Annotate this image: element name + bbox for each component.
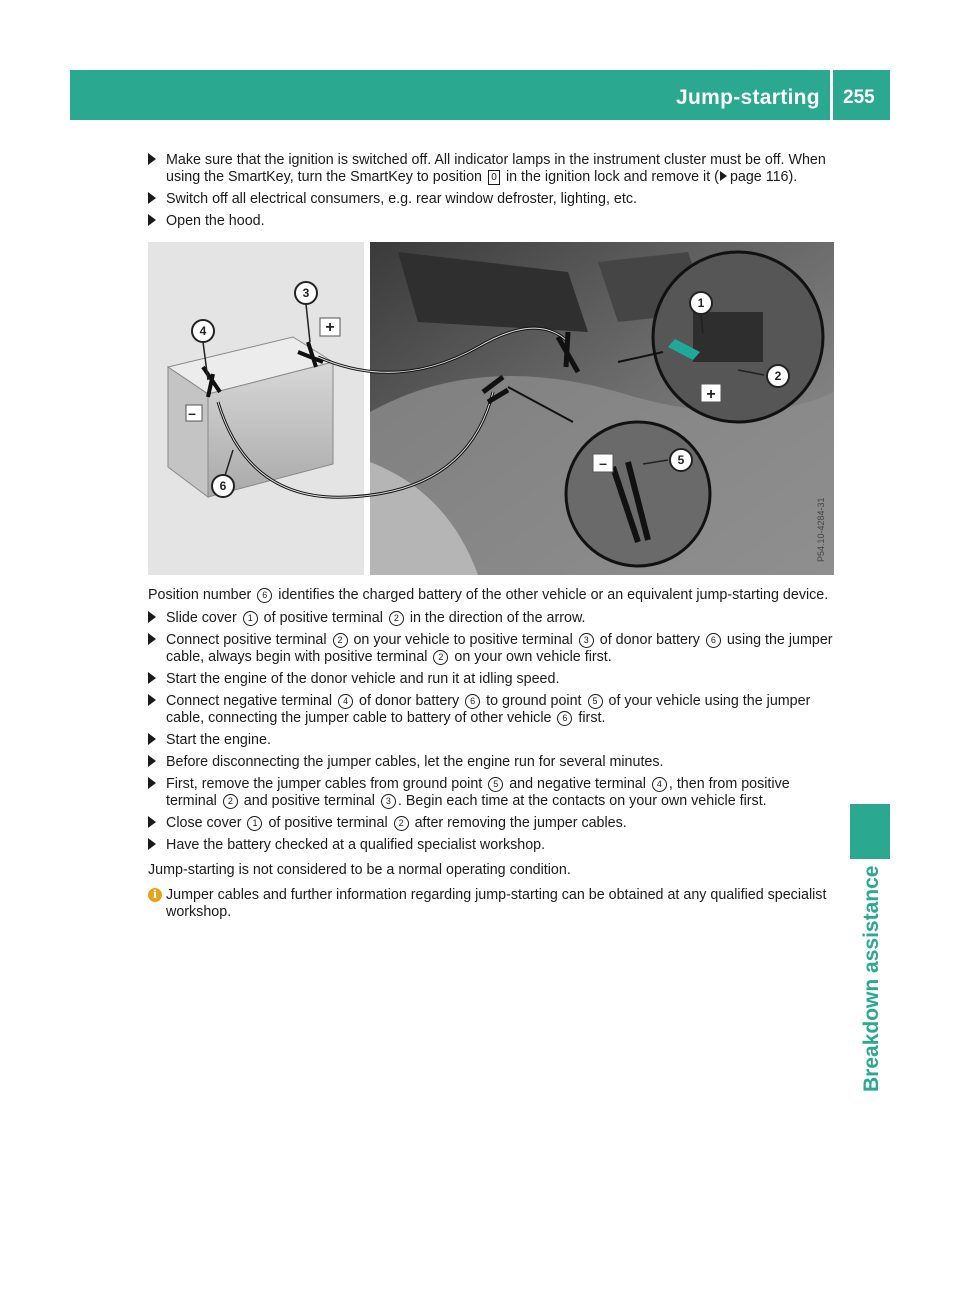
step-arrow-icon [148,838,156,850]
step-connect-positive: Connect positive terminal 2 on your vehicle to positive terminal 3 of donor battery 6 using the jumper cable, always begin with positive terminal 2 on your own vehicle first. [148,632,834,666]
step-arrow-icon [148,755,156,767]
step-connect-negative: Connect negative terminal 4 of donor battery 6 to ground point 5 of your vehicle using the jumper cable, connecting the jumper cable to battery of other vehicle 6 first. [148,693,834,727]
ref-number: 5 [588,694,603,709]
callout-4 [192,320,214,342]
ref-number: 2 [223,794,238,809]
callout-3 [295,282,317,304]
info-note: i Jumper cables and further information regarding jump-starting can be obtained at any qualified specialist workshop. [148,887,834,921]
step-consumers-off: Switch off all electrical consumers, e.g. rear window defroster, lighting, etc. [148,191,834,208]
step-let-run: Before disconnecting the jumper cables, let the engine run for several minutes. [148,754,834,771]
minus-sign-donor: – [188,405,196,421]
ref-number: 6 [257,588,272,603]
ref-number: 6 [465,694,480,709]
info-icon: i [148,888,162,902]
jump-start-illustration [148,242,834,575]
step-start-engine: Start the engine. [148,732,834,749]
callout-5 [670,449,692,471]
step-arrow-icon [148,192,156,204]
plus-sign-vehicle: + [706,386,716,403]
page-reference-link[interactable]: page 116). [729,169,798,185]
plus-sign-donor: + [325,319,335,336]
ref-number: 5 [488,777,503,792]
ref-number: 6 [557,711,572,726]
position-note: Position number 6 identifies the charged battery of the other vehicle or an equivalent jump-starting device. [148,587,829,603]
ref-number: 3 [381,794,396,809]
step-arrow-icon [148,214,156,226]
svg-text:4: 4 [199,324,207,338]
step-arrow-icon [148,611,156,623]
step-arrow-icon [148,816,156,828]
header-divider [830,70,833,120]
page-reference-icon [720,171,727,181]
step-arrow-icon [148,777,156,789]
ref-number: 2 [333,633,348,648]
svg-text:3: 3 [302,286,310,300]
step-start-donor: Start the engine of the donor vehicle and run it at idling speed. [148,671,834,688]
ref-number: 2 [394,816,409,831]
svg-text:6: 6 [219,479,227,493]
ref-number: 1 [247,816,262,831]
ref-number: 2 [433,650,448,665]
page-content [148,152,834,921]
step-arrow-icon [148,672,156,684]
callout-1 [690,292,712,314]
key-position-0-icon: 0 [488,170,500,185]
side-tab-marker [850,804,890,859]
svg-text:1: 1 [697,296,705,310]
step-check-battery: Have the battery checked at a qualified specialist workshop. [148,837,834,854]
step-arrow-icon [148,153,156,165]
svg-text:5: 5 [677,453,685,467]
step-close-cover: Close cover 1 of positive terminal 2 after removing the jumper cables. [148,815,834,832]
side-tab-label: Breakdown assistance [860,865,883,1092]
step-open-hood: Open the hood. [148,213,834,230]
ref-number: 4 [652,777,667,792]
callout-2 [767,365,789,387]
section-title: Jump-starting [676,86,820,109]
ref-number: 4 [338,694,353,709]
closing-text: Jump-starting is not considered to be a normal operating condition. [148,862,571,878]
figure-drawing [148,242,834,575]
step-arrow-icon [148,633,156,645]
image-code: P54.10-4284-31 [816,497,826,562]
callout-6 [212,475,234,497]
ref-number: 1 [243,611,258,626]
side-tab-label-wrap [858,832,888,1092]
step-remove-cables: First, remove the jumper cables from ground point 5 and negative terminal 4 , then from positive terminal 2 and positive terminal 3 . Begin each time at the contacts on your own vehicle first. [148,776,834,810]
minus-sign-vehicle: – [599,455,607,471]
step-arrow-icon [148,694,156,706]
step-arrow-icon [148,733,156,745]
svg-text:2: 2 [774,369,782,383]
page-number: 255 [843,87,875,108]
step-slide-cover: Slide cover 1 of positive terminal 2 in the direction of the arrow. [148,610,834,627]
step-ignition-off: Make sure that the ignition is switched off. All indicator lamps in the instrument cluster must be off. When using the SmartKey, turn the SmartKey to position 0 in the ignition lock and remove it ( page 116). [148,152,834,186]
ref-number: 3 [579,633,594,648]
ref-number: 6 [706,633,721,648]
ref-number: 2 [389,611,404,626]
